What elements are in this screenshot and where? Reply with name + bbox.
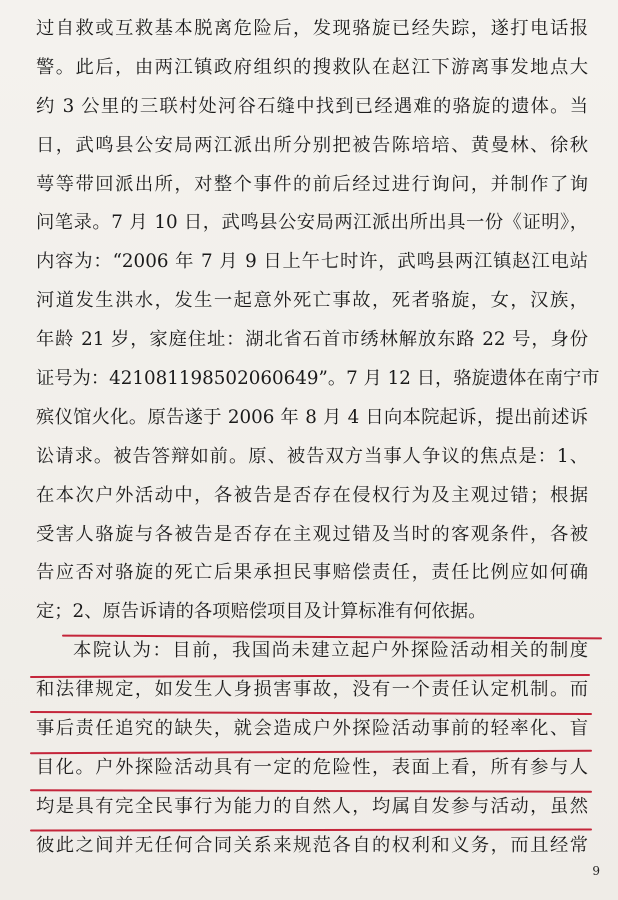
text-line: 在本次户外活动中，各被告是否存在侵权行为及主观过错；根据 xyxy=(36,484,588,506)
text-line: 证号为：421081198502060649”。7 月 12 日，骆旋遗体在南宁市 xyxy=(36,368,600,390)
text-line: 告应否对骆旋的死亡后果承担民事赔偿责任，责任比例应如何确 xyxy=(36,562,588,584)
text-line: 和法律规定，如发生人身损害事故，没有一个责任认定机制。而 xyxy=(36,679,588,701)
text-line: 殡仪馆火化。原告遂于 2006 年 8 月 4 日向本院起诉，提出前述诉 xyxy=(36,406,588,428)
text-line: 约 3 公里的三联村处河谷石缝中找到已经遇难的骆旋的遗体。当 xyxy=(36,95,588,117)
text-line: 本院认为：目前，我国尚未建立起户外探险活动相关的制度 xyxy=(73,640,588,662)
text-line: 受害人骆旋与各被告是否存在主观过错及当时的客观条件，各被 xyxy=(36,523,588,545)
text-line: 问笔录。7 月 10 日，武鸣县公安局两江派出所出具一份《证明》， xyxy=(36,212,588,234)
text-line: 日，武鸣县公安局两江派出所分别把被告陈培培、黄曼林、徐秋 xyxy=(36,134,588,156)
text-line: 彼此之间并无任何合同关系来规范各自的权利和义务，而且经常 xyxy=(36,834,588,856)
text-line: 河道发生洪水，发生一起意外死亡事故，死者骆旋，女，汉族， xyxy=(36,290,588,312)
text-line: 内容为：“2006 年 7 月 9 日上午七时许，武鸣县两江镇赵江电站 xyxy=(36,251,588,273)
text-line: 讼请求。被告答辩如前。原、被告双方当事人争议的焦点是：1、 xyxy=(36,445,588,467)
text-line: 过自救或互救基本脱离危险后，发现骆旋已经失踪，遂打电话报 xyxy=(36,18,588,39)
page-number: 9 xyxy=(592,864,600,878)
text-line: 均是具有完全民事行为能力的自然人，均属自发参与活动，虽然 xyxy=(36,795,588,817)
text-line: 事后责任追究的缺失，就会造成户外探险活动事前的轻率化、盲 xyxy=(36,718,588,740)
text-line: 年龄 21 岁，家庭住址：湖北省石首市绣林解放东路 22 号，身份 xyxy=(36,329,588,351)
text-line: 萼等带回派出所，对整个事件的前后经过进行询问，并制作了询 xyxy=(36,173,588,195)
text-line: 定；2、原告诉请的各项赔偿项目及计算标准有何依据。 xyxy=(36,601,487,623)
document-body xyxy=(36,10,600,866)
text-line: 警。此后，由两江镇政府组织的搜救队在赵江下游离事发地点大 xyxy=(36,56,588,78)
text-line: 目化。户外探险活动具有一定的危险性，表面上看，所有参与人 xyxy=(36,756,588,778)
